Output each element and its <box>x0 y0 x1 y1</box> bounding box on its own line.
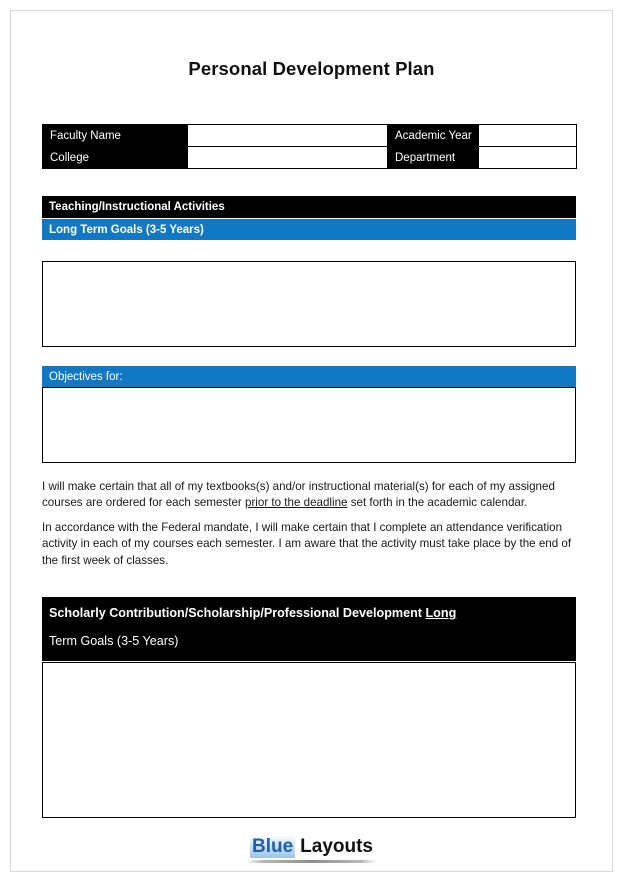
footer-logo <box>11 835 612 858</box>
attendance-verification-paragraph: In accordance with the Federal mandate, I will make certain that I complete an attendance verification activity in each of my courses each semester. I am aware that the activity must take place by the end of the first week of classes. <box>42 521 572 567</box>
textbook-ordering-paragraph <box>42 479 580 512</box>
college-label: College <box>43 147 188 169</box>
department-input[interactable] <box>479 147 577 169</box>
scholarly-header-line-1 <box>49 604 576 623</box>
faculty-name-input[interactable] <box>188 125 388 147</box>
objectives-textarea[interactable] <box>42 387 576 463</box>
section-header-objectives: Objectives for: <box>42 366 576 387</box>
section-header-teaching: Teaching/Instructional Activities <box>42 196 576 218</box>
logo-underline-decoration <box>246 860 377 863</box>
table-row <box>43 147 577 169</box>
section-header-scholarly-contribution <box>42 597 576 661</box>
scholarly-header-text: Scholarly Contribution/Scholarship/Professional Development <box>49 606 426 620</box>
table-row <box>43 125 577 147</box>
scholarly-header-long-emphasis: Long <box>425 606 457 620</box>
section-header-long-term-goals: Long Term Goals (3-5 Years) <box>42 219 576 240</box>
scholarly-header-line-2: Term Goals (3-5 Years) <box>49 634 179 648</box>
paragraph-1-part-2: set forth in the academic calendar. <box>347 496 528 510</box>
page-title: Personal Development Plan <box>188 58 435 79</box>
logo-word-blue: Blue <box>251 836 294 857</box>
prior-to-deadline-emphasis: prior to the deadline <box>245 496 348 510</box>
scholarly-contribution-textarea[interactable] <box>42 662 576 818</box>
faculty-name-label: Faculty Name <box>43 125 188 147</box>
faculty-info-table <box>42 124 577 169</box>
long-term-goals-textarea[interactable] <box>42 261 576 347</box>
logo-word-layouts: Layouts <box>300 836 374 857</box>
academic-year-label: Academic Year <box>388 125 479 147</box>
paragraph-1-part-1: I will make certain that all of my textbooks(s) and/or instructional material(s) for each of my assigned courses are ordered for each semester <box>42 480 555 510</box>
department-label: Department <box>388 147 479 169</box>
academic-year-input[interactable] <box>479 125 577 147</box>
college-input[interactable] <box>188 147 388 169</box>
document-page <box>10 10 613 872</box>
logo-inner <box>250 835 373 858</box>
